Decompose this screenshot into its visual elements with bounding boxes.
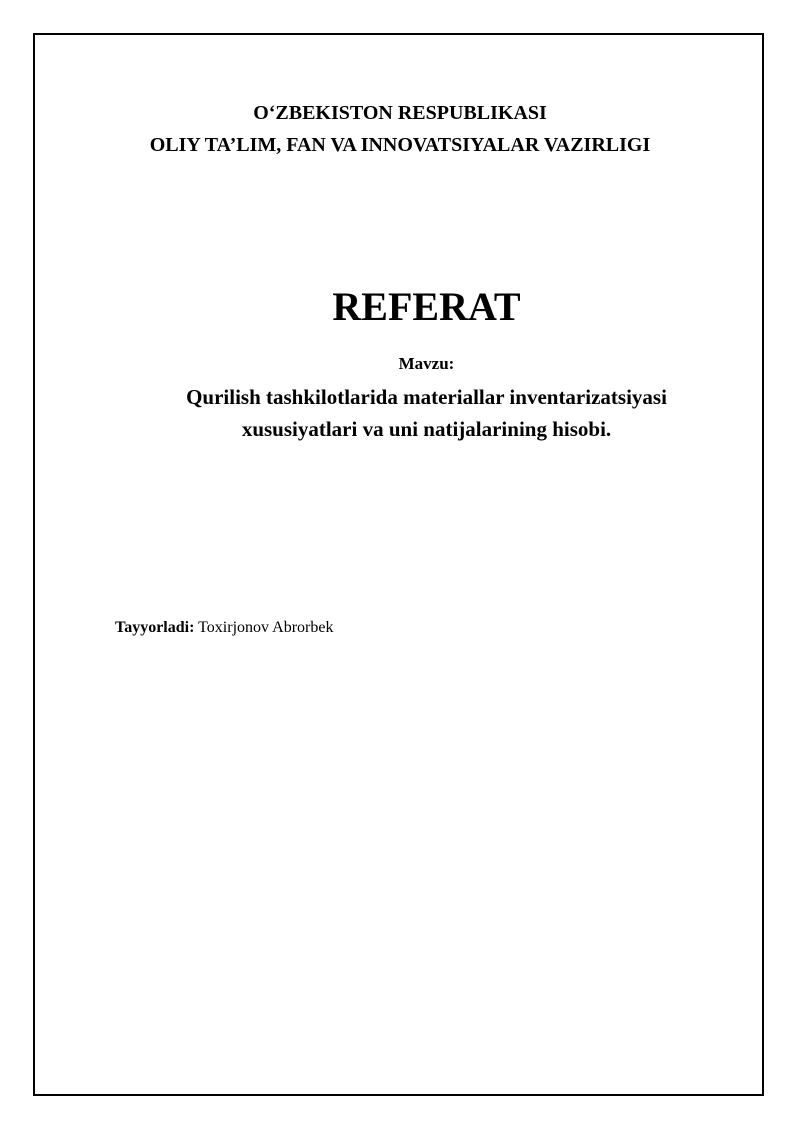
author-block — [115, 617, 333, 639]
topic-title-line-2: xususiyatlari va uni natijalarining hisobi. — [241, 417, 612, 441]
document-type-title: REFERAT — [332, 284, 521, 329]
author-label: Tayyorladi: — [115, 619, 195, 636]
author-name: Toxirjonov Abrorbek — [198, 619, 334, 636]
topic-title-line-1: Qurilish tashkilotlarida materiallar inventarizatsiyasi — [186, 385, 667, 409]
page-border — [33, 33, 764, 1096]
ministry-name-heading: OLIY TA’LIM, FAN VA INNOVATSIYALAR VAZIRLIGI — [149, 134, 651, 156]
ministry-country-heading: O‘ZBEKISTON RESPUBLIKASI — [253, 102, 547, 124]
topic-label: Mavzu: — [398, 354, 455, 373]
